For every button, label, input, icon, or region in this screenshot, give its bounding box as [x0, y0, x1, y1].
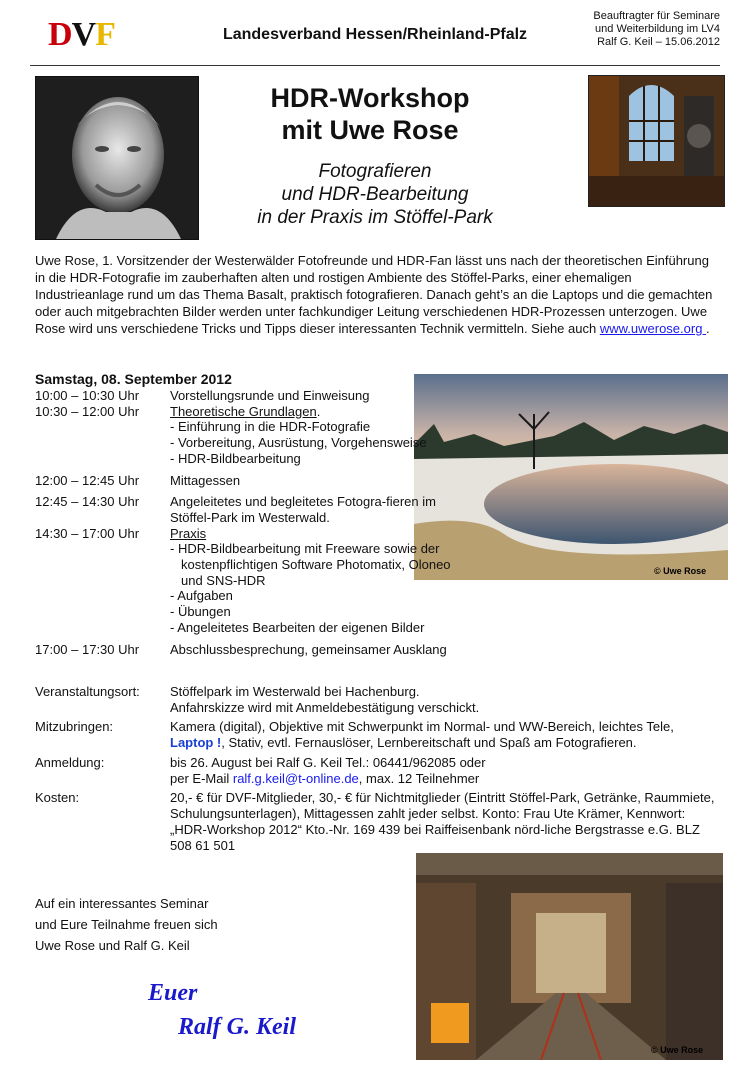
- website-link[interactable]: www.uwerose.org: [599, 321, 707, 336]
- schedule-heading: Theoretische Grundlagen: [170, 403, 317, 419]
- schedule-time: 12:45 – 14:30 Uhr: [35, 494, 140, 510]
- laptop-highlight: Laptop !: [170, 735, 222, 750]
- schedule-subitem: - Aufgaben: [170, 588, 233, 604]
- hall-photo-credit: © Uwe Rose: [651, 1045, 704, 1055]
- page-subtitle: [230, 160, 520, 229]
- lake-photo: [414, 374, 728, 580]
- costs-text: 20,- € für DVF-Mitglieder, 30,- € für Nichtmitglieder (Eintritt Stöffel-Park, Getränke, Raummiete, Schulungsunterlagen), Mittagessen zahlt jeder selbst. Konto: Frau Ute Krämer, Kennwort: „HDR-Workshop 2012“ Kto.-Nr. 169 439 bei Raiffeisenbank nörd-liche Bergstrasse e.G. BLZ 508 61 501: [170, 790, 715, 853]
- venue-section: [35, 684, 720, 716]
- closing-text: [35, 893, 218, 956]
- schedule-list: [35, 388, 455, 657]
- registration-email-suffix: , max. 12 Teilnehmer: [358, 771, 480, 786]
- costs-label: Kosten:: [35, 790, 80, 805]
- venue-line: Stöffelpark im Westerwald bei Hachenburg.: [170, 684, 420, 699]
- schedule-time: 10:00 – 10:30 Uhr: [35, 388, 140, 403]
- registration-section: [35, 755, 720, 787]
- costs-section: [35, 790, 720, 854]
- schedule-row: [35, 473, 455, 489]
- registration-line: bis 26. August bei Ralf G. Keil Tel.: 06441/962085 oder: [170, 755, 486, 770]
- page-title: [240, 82, 500, 146]
- schedule-time: 14:30 – 17:00 Uhr: [35, 525, 140, 541]
- schedule-text: Angeleitetes und begleitetes Fotogra-fieren im Stöffel-Park im Westerwald.: [170, 494, 436, 525]
- logo-letter-d: D: [48, 16, 72, 53]
- schedule-subitem: - Einführung in die HDR-Fotografie: [170, 419, 371, 435]
- responsible-line: Ralf G. Keil – 15.06.2012: [597, 36, 720, 48]
- schedule-subitem: - HDR-Bildbearbeitung mit Freeware sowie der kostenpflichtigen Software Photomatix, Oloneo und SNS-HDR: [170, 541, 451, 588]
- subtitle-line: in der Praxis im Stöffel-Park: [257, 207, 493, 228]
- responsible-line: und Weiterbildung im LV4: [595, 23, 720, 35]
- schedule-day: Samstag, 08. September 2012: [35, 371, 232, 387]
- factory-window-photo: [588, 75, 725, 207]
- closing-line: Auf ein interessantes Seminar: [35, 896, 209, 911]
- schedule-text: Vorstellungsrunde und Einweisung: [170, 388, 370, 403]
- schedule-time: 17:00 – 17:30 Uhr: [35, 641, 140, 657]
- schedule-text: Mittagessen: [170, 472, 241, 488]
- dvf-logo: [48, 18, 115, 52]
- closing-line: Uwe Rose und Ralf G. Keil: [35, 938, 190, 953]
- factory-hall-photo: [416, 853, 723, 1060]
- schedule-row: [35, 404, 455, 467]
- schedule-row: [35, 642, 455, 658]
- title-line: mit Uwe Rose: [281, 115, 459, 145]
- logo-letter-f: F: [95, 16, 115, 53]
- schedule-heading: Praxis: [170, 525, 207, 541]
- bring-section: [35, 719, 720, 751]
- subtitle-line: Fotografieren: [318, 161, 432, 182]
- bring-text: Kamera (digital), Objektive mit Schwerpunkt im Normal- und WW-Bereich, leichtes Tele,: [170, 719, 674, 734]
- schedule-time: 10:30 – 12:00 Uhr: [35, 403, 140, 419]
- header-divider: [30, 65, 720, 66]
- registration-email-prefix: per E-Mail: [170, 771, 233, 786]
- schedule-subitem: - Übungen: [170, 604, 231, 620]
- intro-text: Uwe Rose, 1. Vorsitzender der Westerwälder Fotofreunde und HDR-Fan lässt uns nach der theoretischen Einführung in die HDR-Fotografie im zauberhaften alten und rostigen Ambiente des Stöffel-Parks, einer ehemaligen Industrieanlage rund um das Thema Basalt, praktisch fotografieren. Danach geht’s an die Laptops und die gemachten oder auch mitgebrachten Bilder werden unter fachkundiger Leitung verschiedenen HDR-Prozessen unterzogen. Uwe Rose wird uns verschiedene Tricks und Tipps dieser interessanten Technik vermitteln. Siehe auch: [35, 253, 713, 336]
- venue-label: Veranstaltungsort:: [35, 684, 140, 699]
- responsible-line: Beauftragter für Seminare: [593, 10, 720, 22]
- subtitle-line: und HDR-Bearbeitung: [281, 184, 469, 205]
- signature-name: Ralf G. Keil: [178, 1014, 296, 1040]
- schedule-subitem: - Vorbereitung, Ausrüstung, Vorgehensweise: [170, 435, 427, 451]
- bring-label: Mitzubringen:: [35, 719, 114, 734]
- intro-paragraph: [35, 252, 720, 337]
- schedule-heading-end: .: [316, 403, 321, 419]
- closing-line: und Eure Teilnahme freuen sich: [35, 917, 218, 932]
- schedule-row: [35, 388, 455, 404]
- schedule-row: [35, 526, 455, 636]
- lake-photo-credit: © Uwe Rose: [654, 566, 707, 576]
- registration-label: Anmeldung:: [35, 755, 105, 770]
- intro-end: .: [706, 321, 710, 336]
- signature-euer: Euer: [148, 980, 198, 1006]
- schedule-text: Abschlussbesprechung, gemeinsamer Ausklang: [170, 641, 447, 657]
- schedule-subitem: - HDR-Bildbearbeitung: [170, 450, 301, 466]
- schedule-subitem: - Angeleitetes Bearbeiten der eigenen Bilder: [170, 619, 425, 635]
- venue-line: Anfahrskizze wird mit Anmeldebestätigung verschickt.: [170, 700, 480, 715]
- schedule-time: 12:00 – 12:45 Uhr: [35, 472, 140, 488]
- email-link[interactable]: ralf.g.keil@t-online.de: [232, 771, 359, 786]
- title-line: HDR-Workshop: [270, 83, 470, 113]
- schedule-row: [35, 494, 455, 525]
- organization-name: Landesverband Hessen/Rheinland-Pfalz: [222, 26, 528, 43]
- logo-letter-v: V: [71, 16, 96, 53]
- uwe-rose-portrait: [35, 76, 199, 240]
- bring-text-end: , Stativ, evtl. Fernauslöser, Lernbereitschaft und Spaß am Fotografieren.: [221, 735, 637, 750]
- responsible-info: [560, 10, 720, 49]
